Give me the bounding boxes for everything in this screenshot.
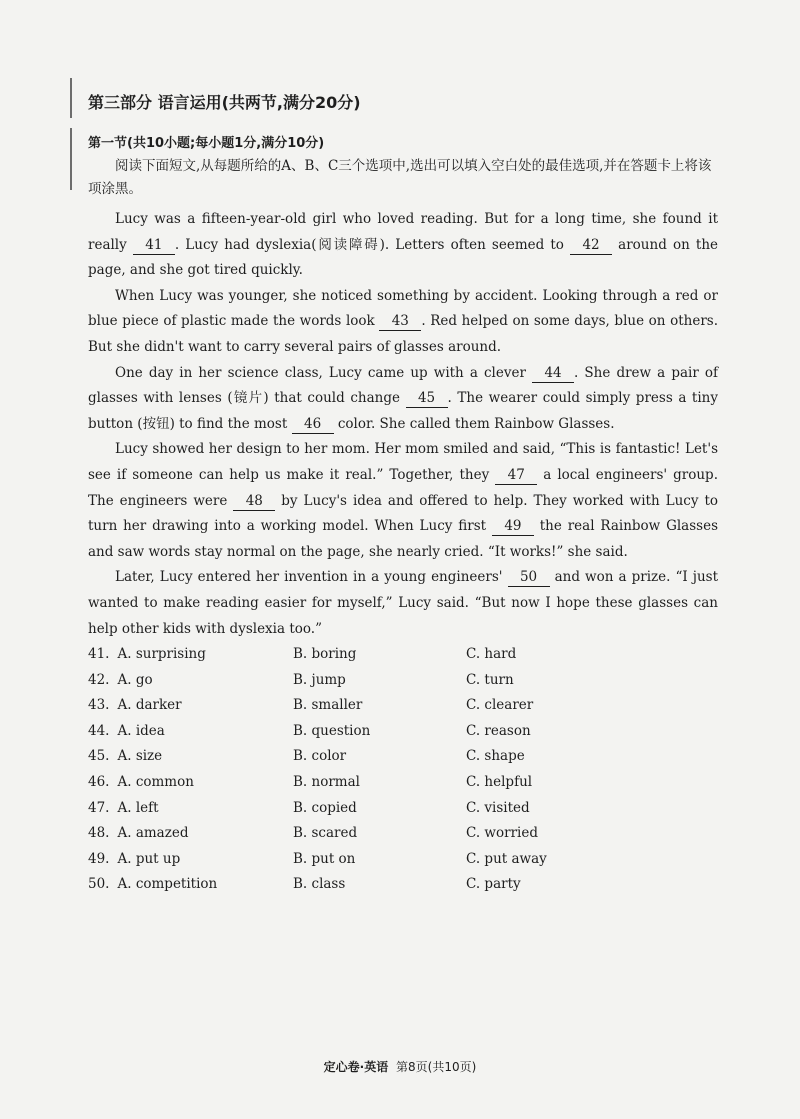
- blank-47: 47: [495, 467, 537, 485]
- passage-text: Lucy was a fifteen-year-old girl who loved reading. But for a long time, she found it really: [88, 211, 718, 253]
- option-c: C. turn: [466, 671, 514, 688]
- option-a-text: A. darker: [117, 697, 182, 714]
- passage-text: One day in her science class, Lucy came up with a clever: [115, 364, 533, 381]
- option-b: B. put on: [293, 850, 356, 867]
- option-b: B. question: [293, 722, 371, 739]
- option-b: B. class: [293, 876, 346, 893]
- option-b: B. scared: [293, 825, 358, 842]
- option-c: C. worried: [466, 825, 538, 842]
- instructions: 阅读下面短文,从每题所给的A、B、C三个选项中,选出可以填入空白处的最佳选项,并在答题卡上将该项涂黑。: [88, 158, 712, 197]
- blank-44: 44: [532, 365, 574, 383]
- passage-text: . Red helped on some days, blue on others. But she didn't want to carry several pairs of glasses around.: [88, 313, 718, 355]
- passage-text: Later, Lucy entered her invention in a young engineers': [115, 569, 508, 586]
- question-number: 50.: [88, 876, 110, 893]
- question-number: 45.: [88, 748, 110, 765]
- blank-45: 45: [406, 390, 448, 408]
- passage-text: around on the page, and she got tired quickly.: [88, 236, 719, 279]
- option-c: C. hard: [466, 646, 517, 662]
- passage-text: Lucy showed her design to her mom. Her mom smiled and said, “This is fantastic! Let's see if someone can help us make it real.” Together, they: [88, 441, 718, 483]
- passage-text: and won a prize. “I just wanted to make reading easier for myself,” Lucy said. “But now I hope these glasses can help other kids with dyslexia too.”: [88, 569, 718, 637]
- option-c: C. reason: [466, 722, 531, 739]
- option-b: B. color: [293, 748, 347, 765]
- option-a: [88, 744, 162, 770]
- question-row: [88, 719, 728, 745]
- option-a: [88, 796, 159, 822]
- footer-brand: 定心卷·英语: [323, 1060, 389, 1074]
- part-title: 第三部分 语言运用(共两节,满分20分): [88, 93, 361, 112]
- blank-50: 50: [508, 569, 550, 587]
- option-a-text: A. common: [117, 773, 194, 790]
- option-a-text: A. surprising: [117, 646, 206, 662]
- question-row: [88, 770, 728, 796]
- footer-page-number: 第8页(共10页): [396, 1060, 477, 1074]
- blank-48: 48: [233, 493, 275, 511]
- question-number: 48.: [88, 825, 110, 842]
- option-a: [88, 770, 194, 796]
- blank-46: 46: [292, 416, 334, 434]
- option-a: [88, 719, 165, 745]
- question-row: [88, 847, 728, 873]
- passage-paragraph: [88, 565, 718, 642]
- option-a: [88, 642, 206, 668]
- option-a: [88, 872, 217, 898]
- passage-text: When Lucy was younger, she noticed something by accident. Looking through a red or blue piece of plastic made the words look: [88, 287, 718, 330]
- question-number: 42.: [88, 671, 110, 688]
- answer-options: [88, 642, 728, 898]
- question-number: 41.: [88, 646, 110, 662]
- question-row: [88, 796, 728, 822]
- passage-text: color. She called them Rainbow Glasses.: [333, 415, 615, 432]
- option-b: B. copied: [293, 799, 357, 816]
- blank-41: 41: [133, 237, 175, 255]
- question-row: [88, 821, 728, 847]
- option-a: [88, 821, 188, 847]
- question-number: 49.: [88, 850, 110, 867]
- passage-text: . She drew a pair of glasses with lenses (镜片) that could change: [88, 364, 718, 407]
- question-row: [88, 872, 728, 898]
- passage-text: . Lucy had dyslexia(阅读障碍). Letters often seemed to: [174, 236, 571, 253]
- option-a: [88, 847, 180, 873]
- passage-paragraph: [88, 361, 718, 438]
- option-b: B. normal: [293, 773, 360, 790]
- option-a-text: A. amazed: [117, 825, 189, 842]
- passage-paragraph: [88, 207, 718, 284]
- passage-text: a local engineers' group. The engineers were: [88, 466, 718, 509]
- option-b: B. boring: [293, 646, 357, 662]
- left-margin-line: [70, 78, 72, 118]
- question-number: 46.: [88, 773, 110, 790]
- question-row: [88, 668, 728, 694]
- option-c: C. party: [466, 876, 521, 893]
- option-c: C. shape: [466, 748, 525, 765]
- passage-paragraph: [88, 437, 718, 565]
- option-b: B. smaller: [293, 697, 363, 714]
- option-b: B. jump: [293, 671, 346, 688]
- option-a-text: A. idea: [117, 722, 165, 739]
- passage-text: the real Rainbow Glasses and saw words stay normal on the page, she nearly cried. “It works!” she said.: [88, 518, 718, 560]
- question-row: [88, 744, 728, 770]
- option-c: C. clearer: [466, 697, 534, 714]
- passage-paragraph: [88, 284, 718, 361]
- option-a-text: A. left: [117, 799, 159, 816]
- option-a-text: A. go: [117, 671, 153, 688]
- reading-passage: [88, 207, 718, 642]
- section-title: 第一节(共10小题;每小题1分,满分10分): [88, 136, 325, 151]
- option-c: C. helpful: [466, 773, 533, 790]
- option-a-text: A. competition: [117, 876, 218, 893]
- blank-43: 43: [379, 313, 421, 331]
- option-c: C. put away: [466, 850, 547, 867]
- option-a: [88, 693, 182, 719]
- question-number: 44.: [88, 722, 110, 739]
- blank-49: 49: [492, 518, 534, 536]
- question-row: [88, 642, 728, 668]
- question-number: 43.: [88, 697, 110, 714]
- question-number: 47.: [88, 799, 110, 816]
- option-a-text: A. size: [117, 748, 163, 765]
- passage-text: . The wearer could simply press a tiny button (按钮) to find the most: [88, 390, 718, 432]
- question-row: [88, 693, 728, 719]
- left-margin-line: [70, 128, 72, 190]
- blank-42: 42: [570, 237, 612, 255]
- page-footer: [0, 1058, 800, 1075]
- option-a-text: A. put up: [117, 850, 181, 867]
- option-a: [88, 668, 153, 694]
- passage-text: by Lucy's idea and offered to help. They worked with Lucy to turn her drawing into a working model. When Lucy first: [88, 492, 719, 535]
- option-c: C. visited: [466, 799, 530, 816]
